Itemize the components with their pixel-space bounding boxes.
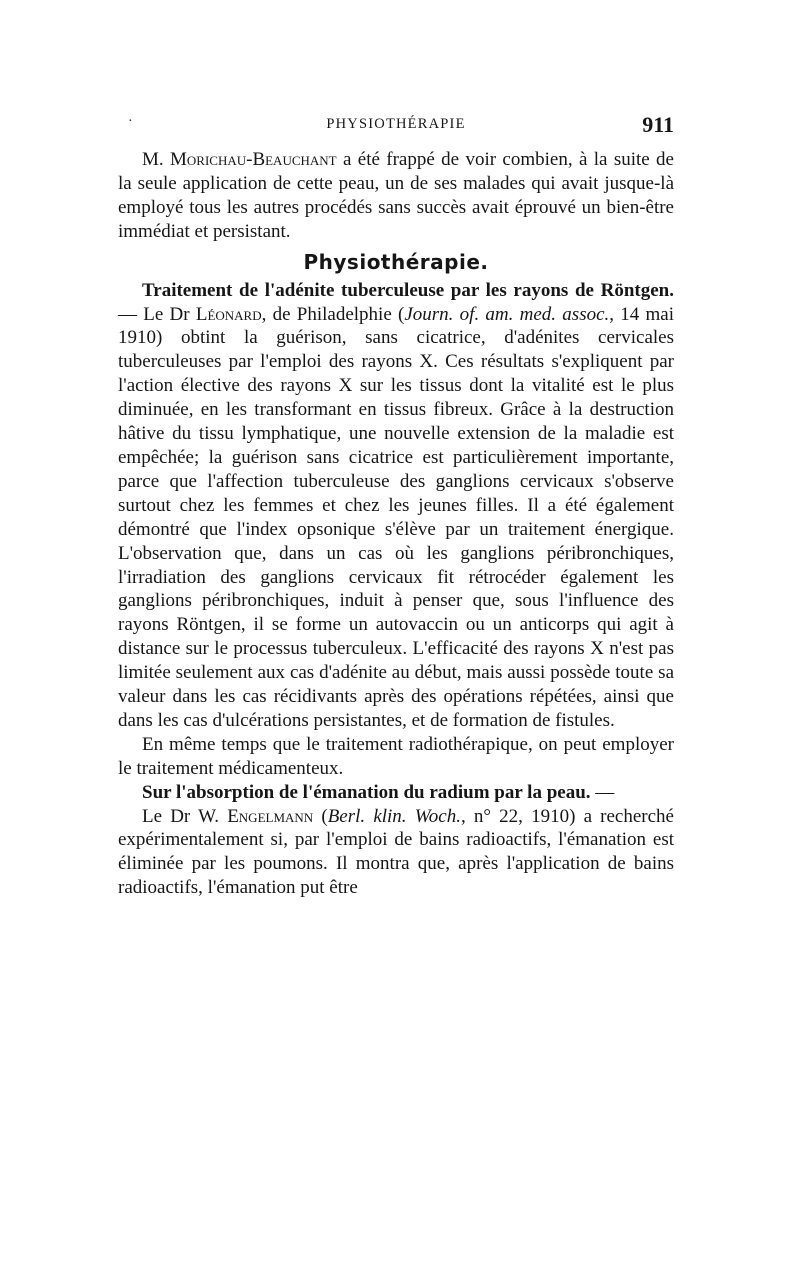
text-block (118, 148, 674, 900)
author-name: W. Engelmann (190, 805, 314, 827)
page-number: 911 (642, 112, 674, 137)
citation: , n° 22, 1910) (460, 805, 576, 827)
running-head (118, 112, 674, 136)
place: , de Philadelphie ( (261, 303, 405, 325)
dash: — (590, 781, 615, 803)
paragraph-intro (118, 148, 674, 244)
paragraph-text: a recherché expérimentalement si, par l'emploi de bains radioactifs, l'émanation est éliminée par les poumons. Il montra que, après l'application de bains radioactifs, l'émanation put être (118, 805, 674, 899)
le: Le (142, 805, 171, 827)
section-heading: Physiothérapie. (303, 249, 489, 274)
journal-name: Journ. of. am. med. assoc. (404, 303, 610, 325)
running-title: PHYSIOTHÉRAPIE (326, 116, 466, 132)
citation-date: , 14 mai 1910) (118, 303, 674, 349)
article-radium-title (118, 781, 674, 805)
article-title: Sur l'absorption de l'émanation du radium par la peau. (142, 781, 591, 803)
doctor-abbrev: Dr (170, 805, 191, 827)
head-dot: · (128, 114, 133, 129)
dash-le: — Le (118, 303, 170, 325)
author-name: M. Morichau-Beauchant (142, 149, 337, 170)
paragraph-text: obtint la guérison, sans cicatrice, d'adénites cervicales tuberculeuses par l'emploi des rayons X. Ces résultats s'expliquent par l'action élective des rayons X sur les tissus dont la vitalité est le plus diminuée, en les transformant en tissus fibreux. Grâce à la destruction hâtive du tissu lymphatique, une nouvelle extension de la maladie est empêchée; la guérison sans cicatrice est particulièrement importante, parce que l'affection tuberculeuse des ganglions cervicaux s'observe surtout chez les femmes et chez les jeunes filles. Il a été également démontré que l'index opsonique s'élève par un traitement énergique. L'observation que, dans un cas où les ganglions péribronchiques, l'irradiation des ganglions cervicaux fit rétrocéder également les ganglions péribronchiques, induit à penser que, sous l'influence des rayons Röntgen, il se forme un autovaccin ou un anticorps qui agit à distance sur le processus tuberculeux. L'efficacité des rayons X n'est pas limitée seulement aux cas d'adénite au début, mais aussi possède toute sa valeur dans les cas récidivants après des opérations répétées, ainsi que dans les cas d'ulcérations persistantes, et de formation de fistules. (118, 327, 674, 731)
paragraph-text: a été frappé de voir combien, à la suite de la seule application de cette peau, un de ses malades qui avait jusque-là employé tous les autres procédés sans succès avait éprouvé un bien-être immédiat et persistant. (118, 149, 674, 242)
article-title: Traitement de l'adénite tuberculeuse par les rayons de Röntgen. (142, 279, 674, 301)
open-paren: ( (313, 805, 328, 827)
journal-name: Berl. klin. Woch. (327, 805, 461, 827)
article-radium (118, 805, 674, 901)
paragraph-treatment: En même temps que le traitement radiothérapique, on peut employer le traitement médicamenteux. (118, 733, 674, 779)
author-name: Léonard (195, 303, 262, 325)
article-adenite (118, 279, 674, 733)
doctor-abbrev: Dr (169, 303, 190, 325)
